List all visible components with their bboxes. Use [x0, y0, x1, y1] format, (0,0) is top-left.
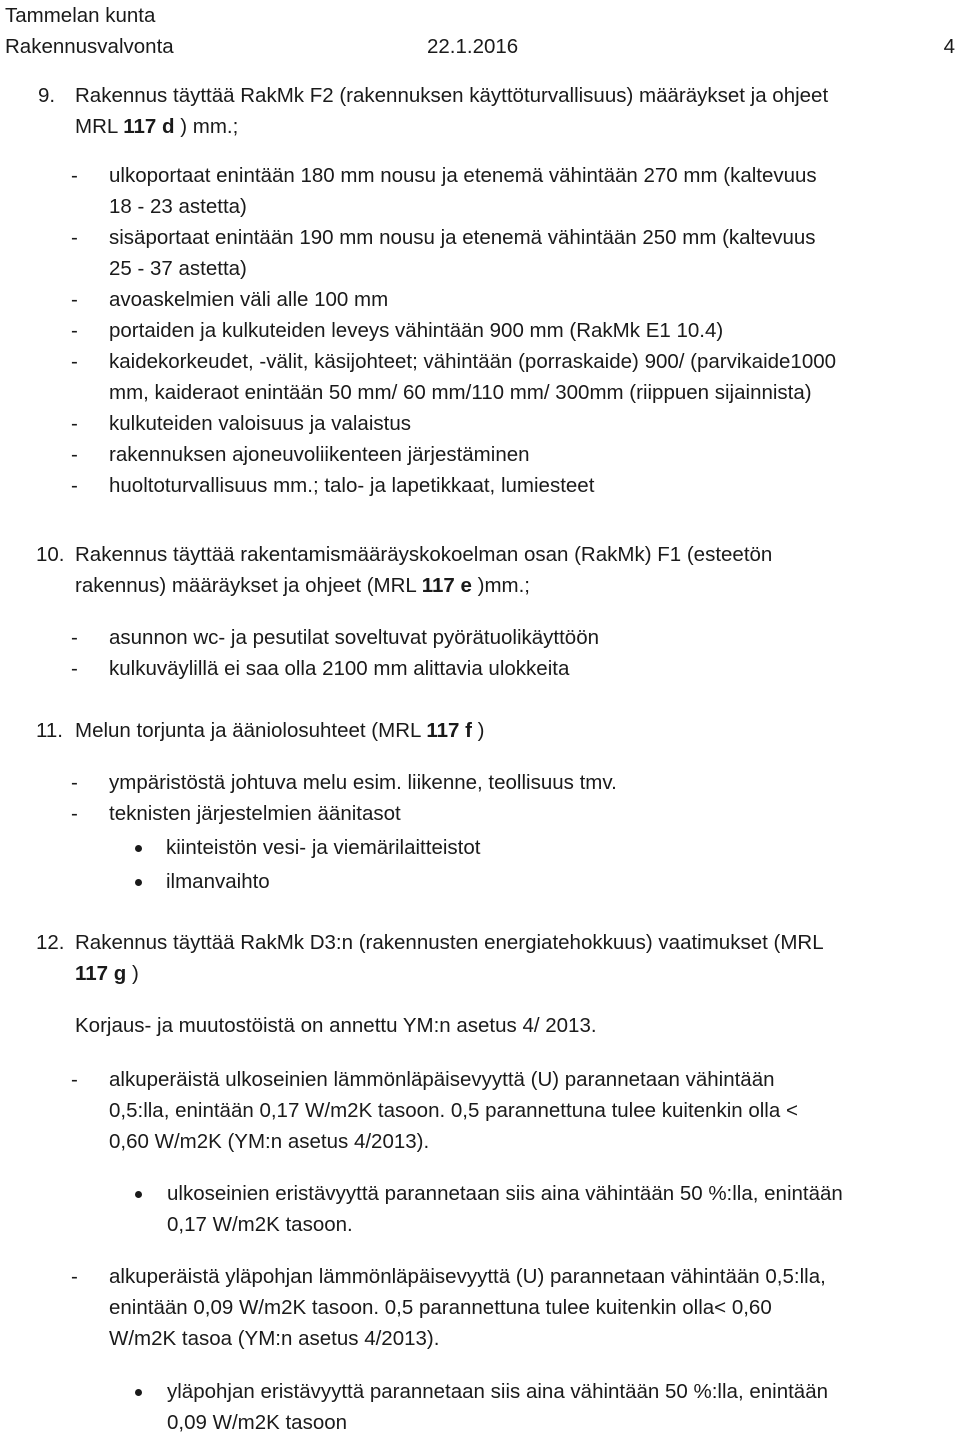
header-line-2	[5, 31, 955, 62]
list-item: - huoltoturvallisuus mm.; talo- ja lapetikkaat, lumiesteet	[38, 470, 954, 501]
list-item-text: enintään 0,09 W/m2K tasoon. 0,5 parannettuna tulee kuitenkin olla< 0,60	[109, 1296, 772, 1319]
header-line-1	[5, 0, 955, 31]
bullet-item-text: kiinteistön vesi- ja viemärilaitteistot	[166, 836, 481, 859]
law-reference: 117 e	[421, 574, 478, 597]
section-10-number: 10.	[36, 543, 65, 566]
bullet-item	[38, 866, 954, 897]
list-item: - portaiden ja kulkuteiden leveys vähintään 900 mm (RakMk E1 10.4)	[38, 315, 954, 346]
section-12-wall-bullet	[38, 1178, 954, 1240]
bullet-item-text: 0,17 W/m2K tasoon.	[167, 1213, 353, 1236]
section-11-bullets	[38, 832, 954, 897]
list-item-text: alkuperäistä yläpohjan lämmönläpäisevyyttä (U) parannetaan vähintään 0,5:lla,	[109, 1265, 826, 1288]
section-10-title-line-1: Rakennus täyttää rakentamismääräyskokoelman osan (RakMk) F1 (esteetön	[75, 543, 773, 566]
title-text: rakennus) määräykset ja ohjeet (MRL	[75, 574, 422, 597]
bullet-item-text: ilmanvaihto	[166, 870, 270, 893]
list-item-text: teknisten järjestelmien äänitasot	[109, 802, 401, 825]
law-reference: 117 f	[426, 719, 478, 742]
section-12-title-line-2	[75, 958, 954, 989]
list-item-text: ympäristöstä johtuva melu esim. liikenne, teollisuus tmv.	[109, 771, 617, 794]
title-text: )	[477, 719, 485, 742]
section-9-title-line-2	[75, 111, 954, 142]
section-9	[38, 80, 954, 142]
section-12-title-line-1: Rakennus täyttää RakMk D3:n (rakennusten energiatehokkuus) vaatimukset (MRL	[75, 931, 824, 954]
section-10	[38, 539, 954, 601]
list-item-text: rakennuksen ajoneuvoliikenteen järjestäminen	[109, 443, 530, 466]
section-11-title	[75, 715, 954, 746]
regulation-note: Korjaus- ja muutostöistä on annettu YM:n asetus 4/ 2013.	[75, 1014, 597, 1037]
list-item-text: kaidekorkeudet, -välit, käsijohteet; vähintään (porraskaide) 900/ (parvikaide1000	[109, 350, 837, 373]
list-item: - teknisten järjestelmien äänitasot	[38, 798, 954, 829]
section-12-roof-item	[38, 1261, 954, 1354]
section-9-title-line-1: Rakennus täyttää RakMk F2 (rakennuksen käyttöturvallisuus) määräykset ja ohjeet	[75, 84, 829, 107]
section-12-number: 12.	[36, 931, 65, 954]
section-11-heading	[38, 715, 954, 746]
bullet-icon	[135, 1191, 142, 1198]
section-9-number: 9.	[38, 84, 56, 107]
section-9-heading	[38, 80, 954, 142]
list-item-text: portaiden ja kulkuteiden leveys vähintään 900 mm (RakMk E1 10.4)	[109, 319, 724, 342]
list-item: - alkuperäistä yläpohjan lämmönläpäisevyyttä (U) parannetaan vähintään 0,5:lla, enintään 0,09 W/m2K tasoon. 0,5 parannettuna tulee kuitenkin olla< 0,60 W/m2K tasoa (YM:n asetus 4/2013).	[38, 1261, 954, 1354]
list-item: - kaidekorkeudet, -välit, käsijohteet; vähintään (porraskaide) 900/ (parvikaide1000 mm, kaideraot enintään 50 mm/ 60 mm/110 mm/ 300mm (riippuen sijainnista)	[38, 346, 954, 408]
bullet-icon	[135, 845, 142, 852]
bullet-item-text: yläpohjan eristävyyttä parannetaan siis aina vähintään 50 %:lla, enintään	[167, 1380, 828, 1403]
section-10-heading	[38, 539, 954, 601]
bullet-item	[38, 1376, 954, 1438]
list-item-text: alkuperäistä ulkoseinien lämmönläpäisevyyttä (U) parannetaan vähintään	[109, 1068, 775, 1091]
list-item: - asunnon wc- ja pesutilat soveltuvat pyörätuolikäyttöön	[38, 622, 954, 653]
section-11	[38, 715, 954, 746]
section-9-list	[38, 160, 954, 501]
title-text: MRL	[75, 115, 124, 138]
section-11-list	[38, 767, 954, 829]
bullet-item	[38, 832, 954, 866]
list-item-text: 0,5:lla, enintään 0,17 W/m2K tasoon. 0,5 parannettuna tulee kuitenkin olla <	[109, 1099, 798, 1122]
document-date: 22.1.2016	[427, 35, 519, 58]
list-item-text: mm, kaideraot enintään 50 mm/ 60 mm/110 mm/ 300mm (riippuen sijainnista)	[109, 381, 812, 404]
list-item-text: kulkuväylillä ei saa olla 2100 mm alittavia ulokkeita	[109, 657, 570, 680]
section-12-note	[38, 1010, 954, 1041]
list-item: - ympäristöstä johtuva melu esim. liikenne, teollisuus tmv.	[38, 767, 954, 798]
section-12-heading	[38, 927, 954, 989]
list-item: - kulkuteiden valoisuus ja valaistus	[38, 408, 954, 439]
list-item-text: kulkuteiden valoisuus ja valaistus	[109, 412, 411, 435]
municipality-name: Tammelan kunta	[5, 4, 156, 27]
bullet-item-text: 0,09 W/m2K tasoon	[167, 1411, 348, 1434]
list-item: - kulkuväylillä ei saa olla 2100 mm alittavia ulokkeita	[38, 653, 954, 684]
list-item-text: avoaskelmien väli alle 100 mm	[109, 288, 389, 311]
section-10-list	[38, 622, 954, 684]
list-item-text: 0,60 W/m2K (YM:n asetus 4/2013).	[109, 1130, 430, 1153]
list-item-text: sisäportaat enintään 190 mm nousu ja etenemä vähintään 250 mm (kaltevuus	[109, 226, 816, 249]
bullet-icon	[135, 879, 142, 886]
title-text: )	[132, 962, 139, 985]
law-reference: 117 g	[75, 962, 132, 985]
list-item-text: 18 - 23 astetta)	[109, 195, 247, 218]
list-item-text: huoltoturvallisuus mm.; talo- ja lapetikkaat, lumiesteet	[109, 474, 595, 497]
list-item-text: ulkoportaat enintään 180 mm nousu ja etenemä vähintään 270 mm (kaltevuus	[109, 164, 817, 187]
list-item-text: 25 - 37 astetta)	[109, 257, 247, 280]
list-item: - alkuperäistä ulkoseinien lämmönläpäisevyyttä (U) parannetaan vähintään 0,5:lla, enintään 0,17 W/m2K tasoon. 0,5 parannettuna tulee kuitenkin olla < 0,60 W/m2K (YM:n asetus 4/2013).	[38, 1064, 954, 1157]
title-text: ) mm.;	[180, 115, 239, 138]
section-12-roof-bullet	[38, 1376, 954, 1438]
department-name: Rakennusvalvonta	[5, 35, 174, 58]
bullet-item-text: ulkoseinien eristävyyttä parannetaan siis aina vähintään 50 %:lla, enintään	[167, 1182, 843, 1205]
title-text: Melun torjunta ja ääniolosuhteet (MRL	[75, 719, 427, 742]
list-item: - sisäportaat enintään 190 mm nousu ja etenemä vähintään 250 mm (kaltevuus 25 - 37 astetta)	[38, 222, 954, 284]
list-item: - rakennuksen ajoneuvoliikenteen järjestäminen	[38, 439, 954, 470]
bullet-item	[38, 1178, 954, 1240]
list-item-text: W/m2K tasoa (YM:n asetus 4/2013).	[109, 1327, 440, 1350]
section-12-wall-item	[38, 1064, 954, 1157]
page-number: 4	[943, 35, 955, 58]
bullet-icon	[135, 1389, 142, 1396]
section-12	[38, 927, 954, 989]
list-item: - ulkoportaat enintään 180 mm nousu ja etenemä vähintään 270 mm (kaltevuus 18 - 23 astetta)	[38, 160, 954, 222]
law-reference: 117 d	[123, 115, 181, 138]
list-item-text: asunnon wc- ja pesutilat soveltuvat pyörätuolikäyttöön	[109, 626, 600, 649]
section-10-title-line-2	[75, 570, 954, 601]
title-text: )mm.;	[477, 574, 530, 597]
section-11-number: 11.	[36, 719, 63, 742]
list-item: - avoaskelmien väli alle 100 mm	[38, 284, 954, 315]
page-header	[5, 0, 955, 62]
